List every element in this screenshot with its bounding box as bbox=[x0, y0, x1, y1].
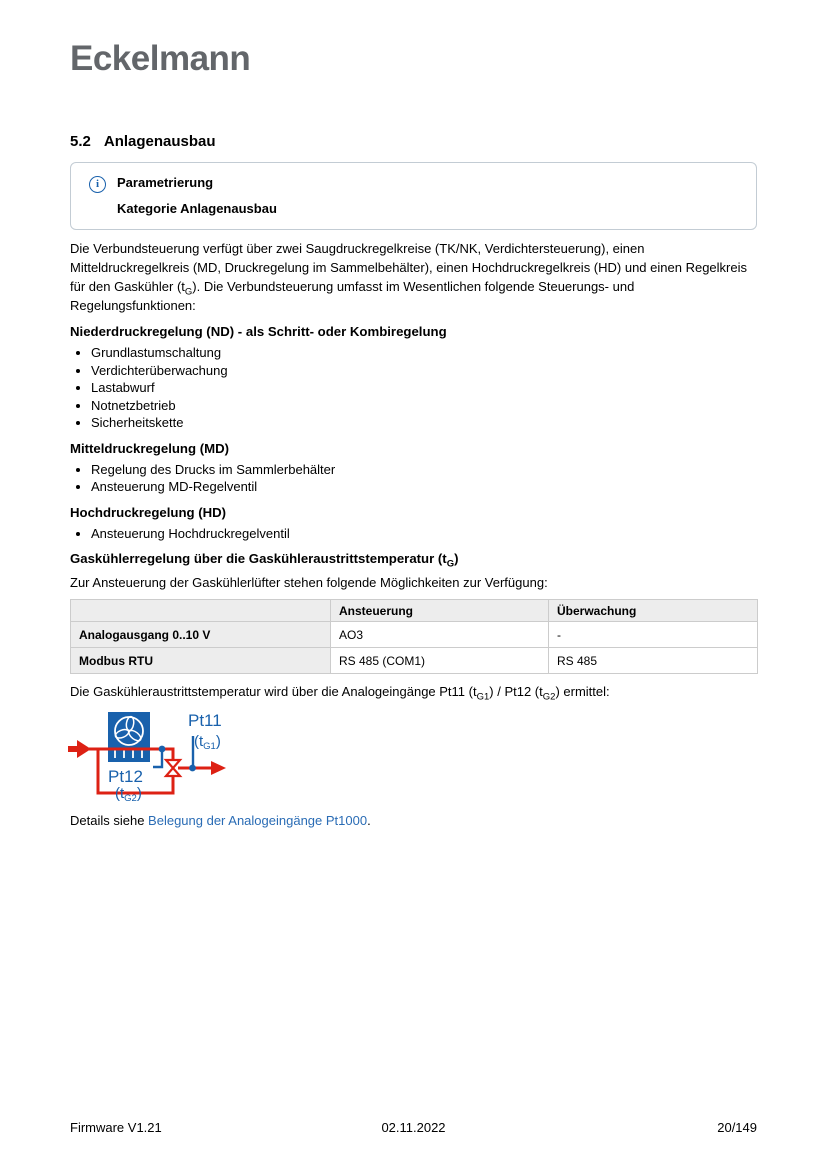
valve-icon bbox=[166, 760, 180, 776]
intro-paragraph bbox=[70, 239, 757, 315]
list-item: • Ansteuerung Hochdruckregelventil bbox=[91, 525, 757, 543]
temp-note-p3: ) ermittel: bbox=[555, 684, 610, 699]
gas-cooler-diagram bbox=[65, 705, 245, 805]
temp-note-p1: Die Gaskühleraustrittstemperatur wird über die Analogeingänge Pt11 (t bbox=[70, 684, 477, 699]
table-row bbox=[71, 648, 758, 674]
heading-niederdruckregelung: Niederdruckregelung (ND) - als Schritt- oder Kombiregelung bbox=[70, 324, 447, 339]
section-number: 5.2 bbox=[70, 133, 91, 150]
details-line bbox=[70, 812, 757, 829]
info-note-title: Parametrierung bbox=[117, 175, 214, 190]
table-row-label: Analogausgang 0..10 V bbox=[71, 622, 331, 648]
temp-note-p2: ) / Pt12 (t bbox=[489, 684, 543, 699]
pt12-label: Pt12 bbox=[108, 767, 143, 786]
pt12-connector bbox=[153, 752, 162, 767]
analogeingaenge-link[interactable]: Belegung der Analogeingänge Pt1000 bbox=[148, 813, 368, 828]
info-icon: i bbox=[89, 176, 106, 193]
table-cell: RS 485 (COM1) bbox=[331, 648, 549, 674]
footer-date: 02.11.2022 bbox=[381, 1120, 446, 1135]
outlet-arrow-icon bbox=[211, 761, 226, 775]
ansteuerung-table bbox=[70, 599, 758, 674]
intro-part1: Die Verbundsteuerung verfügt über zwei Saugdruckregelkreise (TK/NK, Verdichtersteuerung), einen Mitteldruckregelkreis (MD, Druckregelung im Sammelbehälter), einen Hochdruckregelkreis (HD) und einen Regelkreis für den Gaskühler (t bbox=[70, 241, 747, 294]
eckelmann-logo: Eckelmann bbox=[70, 39, 251, 78]
temperature-note bbox=[70, 683, 757, 703]
section-heading bbox=[70, 133, 757, 150]
nd-bullet-list bbox=[70, 344, 757, 432]
details-prefix: Details siehe bbox=[70, 813, 149, 828]
table-cell: RS 485 bbox=[549, 648, 758, 674]
footer-firmware-version: Firmware V1.21 bbox=[70, 1120, 162, 1135]
footer-page-number: 20/149 bbox=[717, 1120, 757, 1135]
gas-heading-subscript: G bbox=[446, 558, 455, 570]
info-note-subtitle: Kategorie Anlagenausbau bbox=[117, 201, 277, 216]
list-item: • Lastabwurf bbox=[91, 379, 757, 397]
list-item: • Notnetzbetrieb bbox=[91, 397, 757, 415]
info-note-box bbox=[70, 162, 757, 230]
page-footer bbox=[70, 1120, 757, 1135]
intro-part2: ). Die Verbundsteuerung umfasst im Wesentlichen folgende Steuerungs- und Regelungsfunktionen: bbox=[70, 279, 635, 313]
list-item: • Verdichterüberwachung bbox=[91, 362, 757, 380]
info-note-text bbox=[117, 175, 277, 216]
details-suffix: . bbox=[367, 813, 371, 828]
hd-bullet-list bbox=[70, 525, 757, 543]
table-row bbox=[71, 622, 758, 648]
intro-subscript: G bbox=[184, 286, 193, 298]
list-item: • Grundlastumschaltung bbox=[91, 344, 757, 362]
md-bullet-list bbox=[70, 461, 757, 496]
heading-gaskuehlerregelung bbox=[70, 551, 757, 570]
section-heading-title: Anlagenausbau bbox=[103, 133, 216, 150]
pt11-label: Pt11 bbox=[188, 711, 222, 730]
heading-hochdruckregelung: Hochdruckregelung (HD) bbox=[70, 504, 227, 520]
table-header-ansteuerung: Ansteuerung bbox=[331, 600, 549, 622]
list-item: • Ansteuerung MD-Regelventil bbox=[91, 478, 757, 496]
gas-intro-paragraph: Zur Ansteuerung der Gaskühlerlüfter stehen folgende Möglichkeiten zur Verfügung: bbox=[70, 575, 548, 590]
temp-note-sub2: G2 bbox=[542, 691, 556, 703]
table-header-ueberwachung: Überwachung bbox=[549, 600, 758, 622]
pt11-sub-label: $(t_{G1})$ bbox=[194, 733, 221, 752]
pt12-sub-label: $(t_{G2})$ bbox=[115, 785, 142, 804]
table-cell: AO3 bbox=[331, 622, 549, 648]
table-cell: - bbox=[549, 622, 758, 648]
gas-heading-pre: Gaskühlerregelung über die Gaskühleraustrittstemperatur (t bbox=[70, 551, 447, 566]
table-row-label: Modbus RTU bbox=[71, 648, 331, 674]
pt11-sensor-dot bbox=[189, 765, 196, 772]
inlet-arrow-icon bbox=[68, 740, 91, 758]
gas-heading-post: ) bbox=[454, 551, 459, 566]
table-header-empty bbox=[71, 600, 331, 622]
table-header-row bbox=[71, 600, 758, 622]
heading-mitteldruckregelung: Mitteldruckregelung (MD) bbox=[70, 440, 229, 456]
list-item: • Regelung des Drucks im Sammlerbehälter bbox=[91, 461, 757, 479]
list-item: • Sicherheitskette bbox=[91, 414, 757, 432]
temp-note-sub1: G1 bbox=[476, 691, 490, 703]
pt12-sensor-dot bbox=[159, 746, 166, 753]
